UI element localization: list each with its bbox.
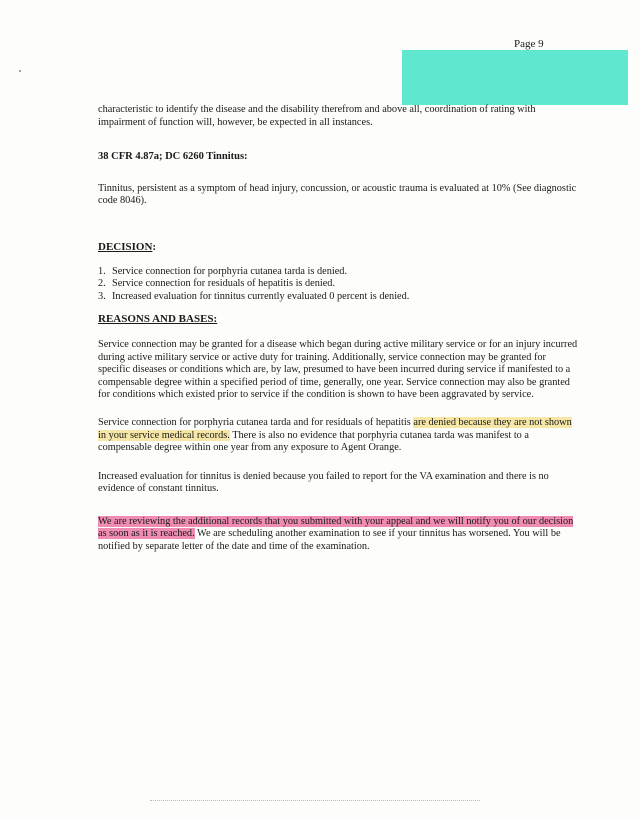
decision-heading-colon: : — [152, 240, 157, 253]
porphyria-paragraph — [98, 417, 580, 455]
porphyria-text-post: There is also no evidence that porphyria cutanea tarda was manifest to a compensable degree within one year from any exposure to Agent Orange. — [98, 429, 529, 454]
decision-item-text: Increased evaluation for tinnitus currently evaluated 0 percent is denied. — [112, 290, 410, 302]
decision-item — [98, 278, 580, 291]
document-body — [98, 104, 580, 554]
porphyria-text-pre: Service connection for porphyria cutanea tarda and for residuals of hepatitis — [98, 416, 414, 428]
scan-footer-marks — [150, 800, 480, 807]
reasons-heading: REASONS AND BASES: — [98, 313, 218, 326]
yellow-highlight: are denied because they are not shown in your service medical records. — [98, 416, 572, 441]
cfr-heading: 38 CFR 4.87a; DC 6260 Tinnitus: — [98, 151, 248, 163]
tinnitus-denial-paragraph: Increased evaluation for tinnitus is denied because you failed to report for the VA examination and there is no evidence of constant tinnitus. — [98, 470, 549, 495]
tinnitus-paragraph: Tinnitus, persistent as a symptom of head injury, concussion, or acoustic trauma is evaluated at 10% (See diagnostic code 8046). — [98, 182, 577, 207]
review-text-post: We are scheduling another examination to see if your tinnitus has worsened. You will be notified by separate letter of the date and time of the examination. — [98, 528, 561, 553]
decision-item — [98, 266, 580, 279]
page-number: Page 9 — [514, 38, 544, 50]
decision-item-text: Service connection for porphyria cutanea tarda is denied. — [112, 265, 348, 277]
intro-paragraph: characteristic to identify the disease and the disability therefrom and above all, coordination of rating with impairment of function will, however, be expected in all instances. — [98, 104, 536, 128]
decision-item-number: 1. — [98, 265, 106, 277]
decision-heading-text: DECISION — [98, 240, 153, 253]
decision-item-text: Service connection for residuals of hepatitis is denied. — [112, 278, 336, 290]
scan-speck — [19, 70, 21, 72]
decision-heading — [98, 241, 580, 254]
service-connection-paragraph: Service connection may be granted for a disease which began during active military service or for an injury incurred during active military service or active duty for training. Additionally, service connection may be granted for specific diseases or conditions which are, by law, presumed to have been incurred during service if manifested to a compensable degree within a specified period of time, generally, one year. Service connection may also be granted for conditions which existed prior to service if the condition is shown to have been aggravated by service. — [98, 338, 578, 401]
decision-item — [98, 291, 580, 304]
decision-item-number: 3. — [98, 290, 106, 302]
review-paragraph — [98, 516, 580, 554]
decision-item-number: 2. — [98, 278, 106, 290]
pink-highlight: We are reviewing the additional records that you submitted with your appeal and we will notify you of our decision as soon as it is reached. — [98, 515, 574, 540]
redaction-block — [402, 50, 628, 105]
decision-list — [98, 266, 580, 304]
